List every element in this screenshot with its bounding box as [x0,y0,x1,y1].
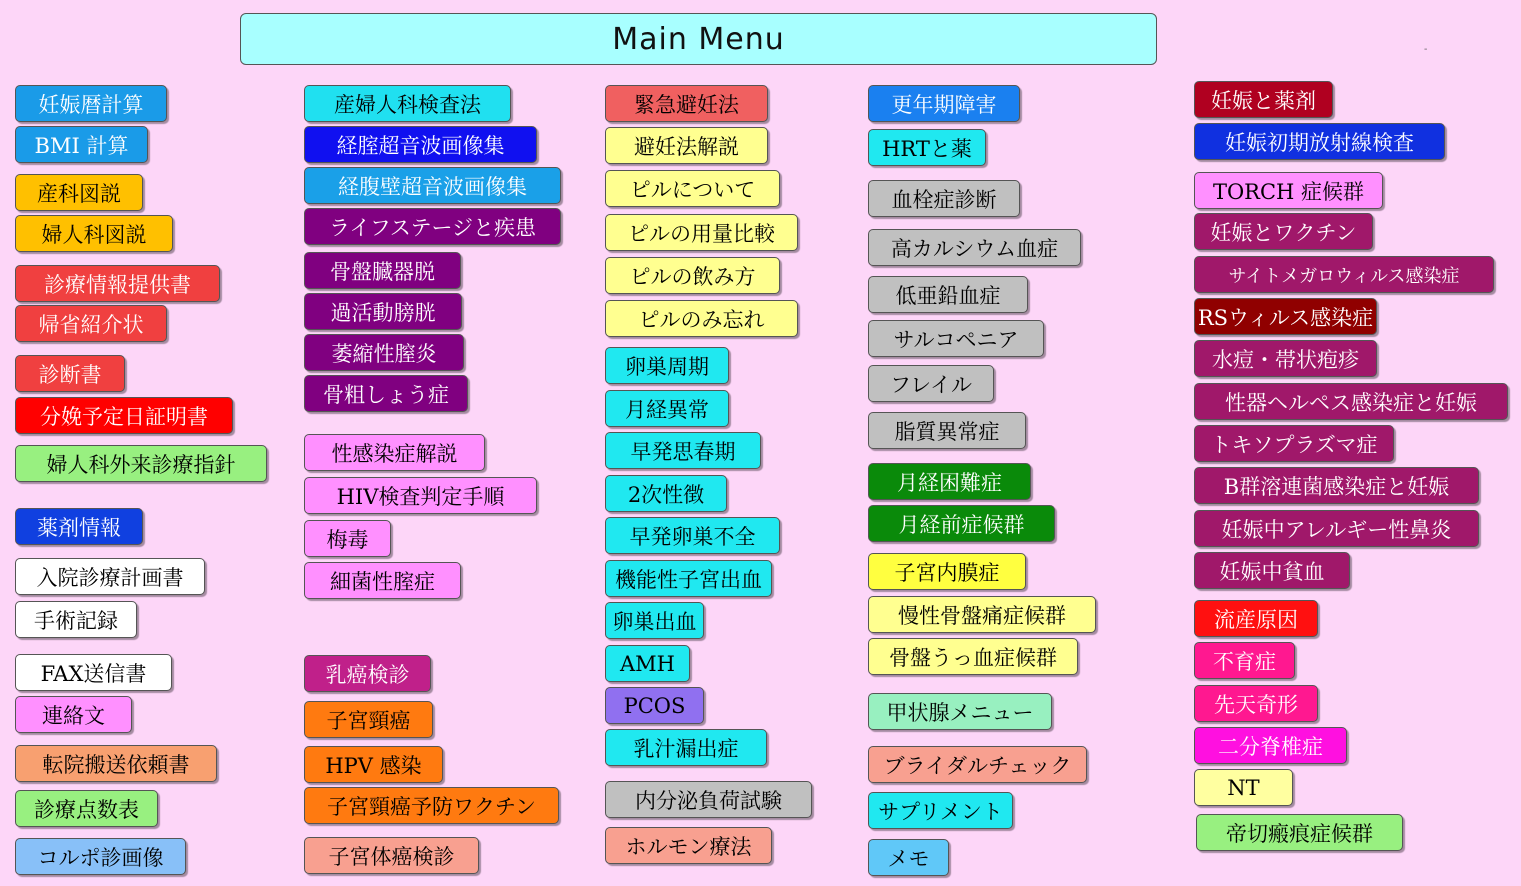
menu-button-col1-3[interactable]: 産科図説 [15,174,143,211]
menu-button-col3-9[interactable]: 早発思春期 [605,432,761,469]
menu-button-col1-2[interactable]: BMI 計算 [15,126,148,163]
menu-button-col4-3[interactable]: 血栓症診断 [868,180,1020,217]
menu-button-col3-2[interactable]: 避妊法解説 [605,127,768,164]
menu-button-col5-8[interactable]: 性器ヘルペス感染症と妊娠 [1194,383,1508,420]
menu-button-col4-9[interactable]: 月経困難症 [868,463,1031,500]
menu-button-col2-8[interactable]: 骨粗しょう症 [304,375,468,412]
menu-button-col4-5[interactable]: 低亜鉛血症 [868,276,1028,313]
menu-button-col5-11[interactable]: 妊娠中アレルギー性鼻炎 [1194,510,1479,547]
menu-button-col2-15[interactable]: HPV 感染 [304,746,443,783]
menu-button-col5-2[interactable]: 妊娠初期放射線検査 [1194,123,1445,160]
menu-button-col4-13[interactable]: 骨盤うっ血症候群 [868,638,1078,675]
menu-button-col5-1[interactable]: 妊娠と薬剤 [1194,81,1333,118]
menu-button-col5-9[interactable]: トキソプラズマ症 [1194,425,1394,462]
menu-button-col5-13[interactable]: 流産原因 [1194,600,1318,637]
menu-button-col4-11[interactable]: 子宮内膜症 [868,553,1026,590]
menu-button-col3-10[interactable]: 2次性徴 [605,475,727,512]
menu-button-col3-7[interactable]: 卵巣周期 [605,347,729,384]
menu-button-col5-12[interactable]: 妊娠中貧血 [1194,552,1350,589]
menu-button-col5-18[interactable]: 帝切瘢痕症候群 [1196,814,1403,851]
menu-button-col4-4[interactable]: 高カルシウム血症 [868,229,1081,266]
menu-button-col2-1[interactable]: 産婦人科検査法 [304,85,511,122]
menu-button-col1-17[interactable]: コルポ診画像 [15,838,186,875]
menu-button-col4-2[interactable]: HRTと薬 [868,129,986,166]
menu-button-col3-15[interactable]: PCOS [605,687,704,724]
menu-button-col3-8[interactable]: 月経異常 [605,390,729,427]
menu-button-col4-6[interactable]: サルコペニア [868,320,1044,357]
menu-button-col5-15[interactable]: 先天奇形 [1194,685,1318,722]
menu-button-col5-3[interactable]: TORCH 症候群 [1194,172,1383,209]
menu-button-col4-7[interactable]: フレイル [868,365,994,402]
menu-button-col2-3[interactable]: 経腹壁超音波画像集 [304,167,561,204]
menu-button-col4-16[interactable]: サプリメント [868,792,1013,829]
menu-button-col4-1[interactable]: 更年期障害 [868,85,1020,122]
menu-button-col1-8[interactable]: 分娩予定日証明書 [15,397,233,434]
menu-button-col2-6[interactable]: 過活動膀胱 [304,293,462,330]
menu-button-col1-16[interactable]: 診療点数表 [15,790,158,827]
menu-button-col5-14[interactable]: 不育症 [1194,642,1295,679]
menu-button-col2-13[interactable]: 乳癌検診 [304,655,431,692]
menu-button-col1-5[interactable]: 診療情報提供書 [15,265,220,302]
menu-button-col1-7[interactable]: 診断書 [15,355,125,392]
menu-button-col3-18[interactable]: ホルモン療法 [605,827,772,864]
menu-button-col5-7[interactable]: 水痘・帯状疱疹 [1194,340,1377,377]
menu-button-col3-6[interactable]: ピルのみ忘れ [605,300,798,337]
menu-button-col4-10[interactable]: 月経前症候群 [868,505,1055,542]
menu-button-col2-7[interactable]: 萎縮性膣炎 [304,334,464,371]
menu-button-col3-11[interactable]: 早発卵巣不全 [605,517,780,554]
menu-button-col1-14[interactable]: 連絡文 [15,696,132,733]
menu-button-col4-17[interactable]: メモ [868,839,949,876]
menu-button-col3-5[interactable]: ピルの飲み方 [605,257,780,294]
menu-button-col2-2[interactable]: 経腟超音波画像集 [304,126,537,163]
menu-button-col2-9[interactable]: 性感染症解説 [304,434,485,471]
menu-button-col4-8[interactable]: 脂質異常症 [868,412,1026,449]
menu-button-col5-5[interactable]: サイトメガロウィルス感染症 [1194,256,1494,293]
menu-button-col5-4[interactable]: 妊娠とワクチン [1194,213,1373,250]
menu-button-col5-6[interactable]: RSウィルス感染症 [1194,298,1377,335]
menu-button-col5-17[interactable]: NT [1194,769,1293,806]
menu-button-col1-11[interactable]: 入院診療計画書 [15,558,205,595]
menu-button-col2-5[interactable]: 骨盤臓器脱 [304,252,461,289]
menu-button-col2-12[interactable]: 細菌性腟症 [304,562,461,599]
menu-button-col3-1[interactable]: 緊急避妊法 [605,85,768,122]
menu-button-col3-4[interactable]: ピルの用量比較 [605,214,798,251]
menu-button-col1-1[interactable]: 妊娠暦計算 [15,85,167,122]
menu-button-col3-12[interactable]: 機能性子宮出血 [605,560,772,597]
menu-button-col1-6[interactable]: 帰省紹介状 [15,305,167,342]
menu-button-col2-11[interactable]: 梅毒 [304,520,391,557]
menu-button-col1-12[interactable]: 手術記録 [15,601,137,638]
menu-button-col3-3[interactable]: ピルについて [605,170,780,207]
menu-button-col5-10[interactable]: B群溶連菌感染症と妊娠 [1194,467,1479,504]
menu-button-col2-14[interactable]: 子宮頸癌 [304,701,433,738]
menu-button-col2-17[interactable]: 子宮体癌検診 [304,837,479,874]
menu-button-col3-14[interactable]: AMH [605,645,690,682]
menu-button-col3-17[interactable]: 内分泌負荷試験 [605,781,812,818]
menu-button-col2-4[interactable]: ライフステージと疾患 [304,208,561,245]
menu-button-col2-16[interactable]: 子宮頸癌予防ワクチン [304,787,559,824]
menu-button-col3-16[interactable]: 乳汁漏出症 [605,729,767,766]
menu-button-col2-10[interactable]: HIV検査判定手順 [304,477,537,514]
menu-button-col1-9[interactable]: 婦人科外来診療指針 [15,445,267,482]
menu-button-col1-4[interactable]: 婦人科図説 [15,215,173,252]
menu-button-col4-12[interactable]: 慢性骨盤痛症候群 [868,596,1096,633]
main-menu-title: Main Menu [240,13,1157,65]
menu-button-col4-15[interactable]: ブライダルチェック [868,746,1087,783]
menu-button-col1-15[interactable]: 転院搬送依頼書 [15,745,217,782]
menu-button-col1-10[interactable]: 薬剤情報 [15,508,143,545]
menu-button-col4-14[interactable]: 甲状腺メニュー [868,693,1052,730]
menu-button-col3-13[interactable]: 卵巣出血 [605,602,704,639]
menu-button-col5-16[interactable]: 二分脊椎症 [1194,727,1347,764]
menu-button-col1-13[interactable]: FAX送信書 [15,654,172,691]
corner-mark: - [1424,44,1428,55]
